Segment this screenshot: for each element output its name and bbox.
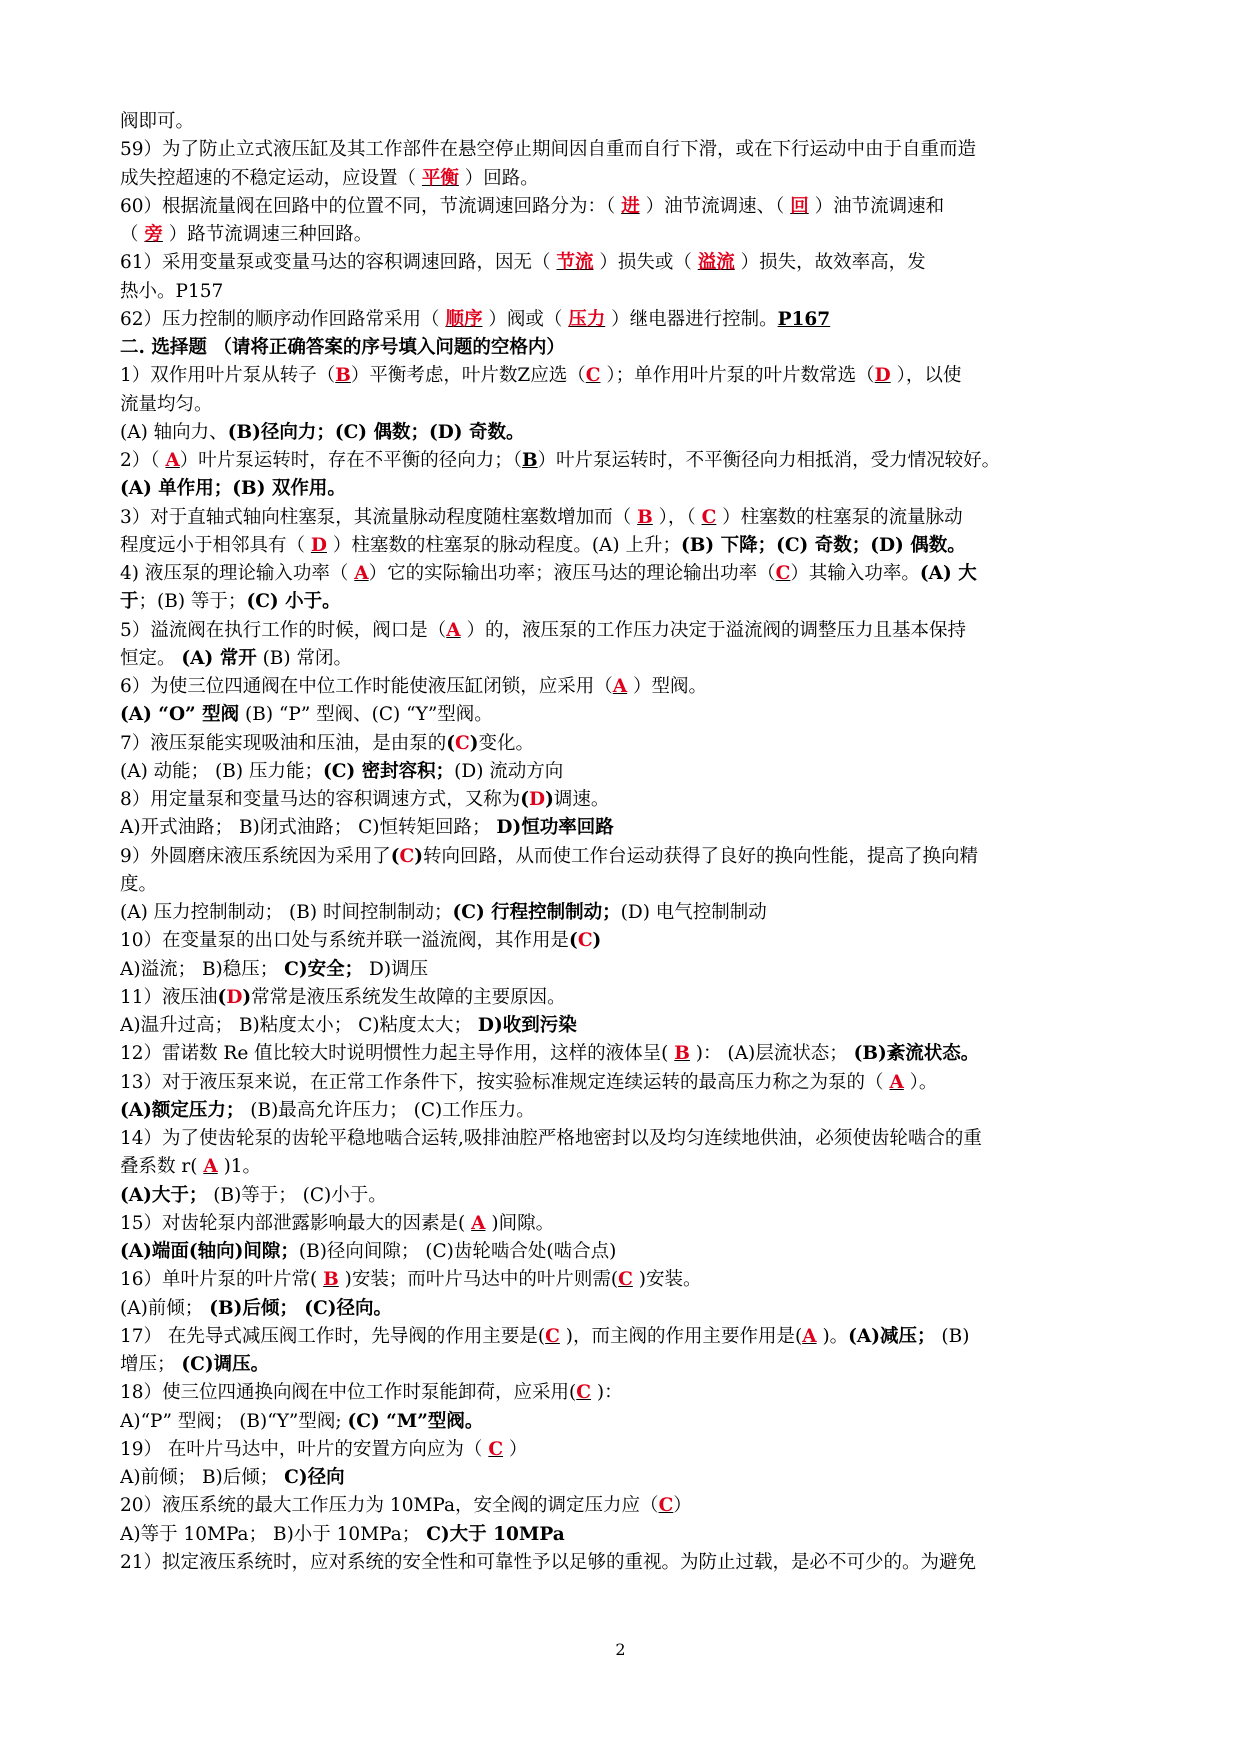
text-segment: 3）对于直轴式轴向柱塞泵，其流量脉动程度随柱塞数增加而（ [120,506,638,528]
text-segment: ）的，液压泵的工作压力决定于溢流阀的调整压力且基本保持 [460,619,967,641]
answer-mark: C [658,1495,674,1517]
text-segment: ）油节流调速和 [808,195,945,217]
text-segment: D)调压 [363,958,429,980]
text-segment: 调速。 [553,789,610,810]
bold-text: 于 [120,591,139,613]
text-line [120,1295,1130,1323]
text-line [120,193,1130,221]
page-number: 2 [615,1640,626,1659]
text-segment: 程度远小于相邻具有（ [120,534,311,556]
text-segment: ；(B) 等于； [138,591,247,613]
text-segment: ） [503,1438,528,1460]
text-line [120,1408,1130,1436]
text-line [120,136,1130,164]
text-segment: ）叶片泵运转时，不平衡径向力相抵消，受力情况较好。 [537,450,1001,471]
bold-text: ( [217,986,227,1008]
text-segment: 4) 液压泵的理论输入功率（ [120,563,355,584]
text-segment: ）损失，故效率高，发 [734,252,926,274]
text-segment: (D) 电气控制制动 [620,902,767,923]
text-line [120,1266,1130,1294]
answer-mark: A [446,619,461,641]
answer-mark: C [701,506,717,528]
text-segment: 21）拟定液压系统时，应对系统的安全性和可靠性予以足够的重视。为防止过载，是必不可少的。为避免 [120,1551,977,1573]
bold-text: (A)大于； [120,1184,208,1206]
bold-text: D)恒功率回路 [496,817,614,839]
bold-text: ( [390,845,400,867]
answer-mark: C [585,365,601,387]
answer-mark: A [354,563,369,584]
answer-mark: C [576,1382,591,1404]
text-segment: )安装；而叶片马达中的叶片则需( [338,1269,619,1291]
bold-text: ( [520,789,530,810]
text-segment: ）平衡考虑，叶片数Z应选（ [350,365,586,387]
text-segment: （ [120,224,145,245]
text-line [120,1549,1130,1577]
text-line [120,306,1130,334]
bold-text: (C)调压。 [181,1354,270,1375]
text-segment: 阀即可。 [120,111,195,132]
text-line [120,814,1130,842]
bold-text: (C) 小于。 [246,591,341,613]
bold-text: (C) 行程控制制动； [452,902,621,923]
text-segment: )间隙。 [485,1212,555,1234]
answer-mark: C [577,930,593,952]
text-line [120,1521,1130,1549]
text-line [120,984,1130,1012]
text-segment: 17） 在先导式减压阀工作时，先导阀的作用主要是( [120,1325,546,1347]
text-segment: (A)前倾； [120,1297,210,1319]
text-segment: 13）对于液压泵来说，在正常工作条件下，按实验标准规定连续运转的最高压力称之为泵的（ [120,1071,890,1093]
text-line [120,1069,1130,1097]
text-line [120,786,1130,814]
text-segment: 61）采用变量泵或变量马达的容积调速回路，因无（ [120,252,557,274]
text-segment: 59）为了防止立式液压缸及其工作部件在悬空停止期间因自重而自行下滑，或在下行运动中由于自重而造 [120,139,977,161]
bold-text: (A)端面(轴向)间隙； [120,1241,299,1262]
text-line [120,617,1130,645]
answer-mark: A [203,1156,218,1178]
text-segment: 常常是液压系统发生故障的主要原因。 [251,986,566,1008]
text-segment: 11）液压油 [120,986,218,1008]
text-segment: )1。 [217,1156,262,1178]
text-segment: ）阀或（ [482,308,569,330]
text-line [120,391,1130,419]
answer-mark: 溢流 [697,252,735,274]
text-line [120,1323,1130,1351]
text-line [120,1012,1130,1040]
bold-text: (B)后倾； (C)径向。 [209,1297,393,1319]
answer-mark: C [488,1438,504,1460]
text-segment: 转向回路，从而使工作台运动获得了良好的换向性能，提高了换向精 [423,845,979,867]
text-line [120,1464,1130,1492]
text-line [120,532,1130,560]
text-segment: (A) 动能； (B) 压力能； [120,760,323,782]
text-segment: 9）外圆磨床液压系统因为采用了 [120,845,391,867]
text-line [120,1040,1130,1068]
text-segment: 7）液压泵能实现吸油和压油，是由泵的 [120,732,447,754]
text-segment: ）它的实际输出功率；液压马达的理论输出功率（ [368,563,776,584]
answer-mark: B [323,1269,339,1291]
text-line [120,475,1130,503]
bold-text: C)安全； [284,958,364,980]
text-line [120,334,1130,362]
answer-mark: C [455,732,470,754]
text-segment: )： (A)层流状态； [689,1043,854,1065]
bold-text: (C) 密封容积； [322,760,455,782]
bold-text: (A)额定压力； [120,1099,245,1121]
bold-text: D)收到污染 [477,1015,577,1036]
text-segment: )： [591,1382,623,1404]
text-segment: ），（ [652,506,702,528]
bold-text: (A) 常开 [181,647,257,669]
answer-mark: A [802,1325,817,1347]
text-line [120,673,1130,701]
text-segment: ）；单作用叶片泵的叶片数常选（ [600,365,875,387]
text-segment: A)前倾； B)后倾； [120,1467,285,1488]
bold-text: ) [242,986,252,1008]
text-line [120,447,1130,475]
bold-text: C)大于 10MPa [426,1523,565,1545]
text-line [120,1238,1130,1266]
bold-text: (A)减压； [848,1325,936,1347]
text-segment: )，而主阀的作用主要作用是( [559,1325,803,1347]
bold-text: ( [446,732,456,754]
bold-text: ) [592,930,602,952]
text-segment: 19） 在叶片马达中，叶片的安置方向应为（ [120,1438,489,1460]
text-segment: 20）液压系统的最大工作压力为 10MPa，安全阀的调定压力应（ [120,1495,659,1517]
bold-text: (A) 单作用；(B) 双作用。 [120,478,346,500]
text-line [120,588,1130,616]
text-line [120,1436,1130,1464]
text-line [120,1097,1130,1125]
text-segment: (B) [935,1325,970,1347]
text-line [120,1492,1130,1520]
text-segment: 6）为使三位四通阀在中位工作时能使液压缸闭锁，应采用（ [120,676,613,697]
answer-mark: 顺序 [445,308,483,330]
text-line [120,221,1130,249]
text-segment: A)溢流； B)稳压； [120,958,285,980]
answer-mark: 节流 [556,252,594,274]
text-segment: 成失控超速的不稳定运动，应设置（ [120,167,422,189]
answer-mark: B [674,1043,690,1065]
text-line [120,645,1130,673]
bold-text: (B)紊流状态。 [853,1043,980,1065]
text-line [120,1182,1130,1210]
text-line [120,871,1130,899]
bold-text: ) [469,732,479,754]
text-segment: A)开式油路； B)闭式油路； C)恒转矩回路； [120,817,497,839]
text-segment: ）柱塞数的柱塞泵的流量脉动 [716,506,963,528]
bold-text: 二. 选择题 （请将正确答案的序号填入问题的空格内） [120,337,565,358]
text-line [120,1379,1130,1407]
text-line [120,927,1130,955]
text-segment: ）继电器进行控制。 [605,308,778,330]
answer-mark: 进 [621,195,640,217]
answer-mark: 平衡 [421,167,459,189]
answer-mark: D [874,365,891,387]
text-line [120,730,1130,758]
text-segment: 10）在变量泵的出口处与系统并联一溢流阀，其作用是 [120,930,570,952]
answer-mark: C [775,563,791,584]
text-segment: ）叶片泵运转时，存在不平衡的径向力；（ [179,450,523,471]
text-segment: 15）对齿轮泵内部泄露影响最大的因素是( [120,1212,472,1234]
text-line [120,1351,1130,1379]
text-segment: A)温升过高； B)粘度太小； C)粘度太大； [120,1015,478,1036]
text-segment: ）油节流调速、（ [639,195,791,217]
text-segment: A)“P” 型阀； (B)“Y”型阀; [120,1410,348,1432]
text-segment: 度。 [120,873,158,895]
text-line [120,899,1130,927]
text-segment: ） [673,1495,692,1517]
text-segment: A)等于 10MPa； B)小于 10MPa； [120,1523,427,1545]
text-line [120,1125,1130,1153]
bold-text: ( [569,930,578,952]
text-segment: ）柱塞数的柱塞泵的脉动程度。(A) 上升； [326,534,681,556]
text-segment: 5）溢流阀在执行工作的时候，阀口是（ [120,619,447,641]
text-segment: 恒定。 [120,647,182,669]
text-line [120,419,1130,447]
answer-mark: A [612,676,628,697]
answer-mark: A [471,1212,486,1234]
answer-mark: B [335,365,351,387]
text-segment: 流量均匀。 [120,393,213,415]
bold-text: (B)径向力；(C) 偶数；(D) 奇数。 [227,421,525,443]
text-segment: ）回路。 [458,167,539,189]
text-line [120,504,1130,532]
text-line [120,843,1130,871]
answer-mark: B [637,506,653,528]
text-segment: ）。 [903,1071,938,1093]
text-line [120,249,1130,277]
bold-text: B [522,450,538,471]
text-line [120,956,1130,984]
text-segment: ）型阀。 [627,676,708,697]
answer-mark: D [529,789,546,810]
text-segment: 变化。 [478,732,535,754]
text-line [120,560,1130,588]
document-body [120,108,1130,1577]
text-segment: 16）单叶片泵的叶片常( [120,1269,324,1291]
bold-text: (C) “M”型阀。 [347,1410,484,1432]
text-segment: (B)最高允许压力； (C)工作压力。 [244,1099,535,1121]
text-line [120,701,1130,729]
text-segment: 18）使三位四通换向阀在中位工作时泵能卸荷，应采用( [120,1382,577,1404]
text-segment: 增压； [120,1354,182,1375]
answer-mark: 压力 [568,308,606,330]
text-segment: 2）（ [120,450,166,471]
bold-text: (B) 下降；(C) 奇数；(D) 偶数。 [681,534,966,556]
text-segment: 热小。P157 [120,280,224,302]
text-line [120,165,1130,193]
answer-mark: A [889,1071,904,1093]
answer-mark: A [165,450,180,471]
bold-text: P167 [777,308,831,330]
bold-text: ) [545,789,554,810]
text-segment: 62）压力控制的顺序动作回路常采用（ [120,308,446,330]
text-segment: )。 [816,1325,849,1347]
answer-mark: 回 [790,195,809,217]
text-segment: (A) 压力控制制动； (B) 时间控制制动； [120,902,453,923]
text-segment: 8）用定量泵和变量马达的容积调速方式，又称为 [120,789,521,810]
bold-text: C)径向 [284,1467,345,1488]
text-segment: 60）根据流量阀在回路中的位置不同，节流调速回路分为：（ [120,195,622,217]
text-segment: (D) 流动方向 [454,760,564,782]
text-segment: (B) “P” 型阀、(C) “Y”型阀。 [239,704,493,726]
answer-mark: D [226,986,243,1008]
text-line [120,108,1130,136]
text-segment: ）损失或（ [593,252,698,274]
text-segment: ）其输入功率。 [790,563,920,584]
text-line [120,362,1130,390]
text-segment: (A) 轴向力、 [120,421,228,443]
text-line [120,1153,1130,1181]
text-segment: (B)径向间隙； (C)齿轮啮合处(啮合点) [298,1241,617,1262]
text-segment: (B) 常闭。 [256,647,352,669]
text-segment: 14）为了使齿轮泵的齿轮平稳地啮合运转,吸排油腔严格地密封以及均匀连续地供油，必须使齿轮啮合的重 [120,1128,982,1149]
answer-mark: 旁 [144,224,163,245]
answer-mark: C [618,1269,633,1291]
answer-mark: C [399,845,415,867]
text-line [120,1210,1130,1238]
text-segment: 叠系数 r( [120,1156,204,1178]
text-segment: ）路节流调速三种回路。 [162,224,373,245]
bold-text: ) [414,845,424,867]
text-segment: 12）雷诺数 Re 值比较大时说明惯性力起主导作用，这样的液体呈( [120,1043,675,1065]
bold-text: (A) 大 [919,563,977,584]
answer-mark: D [310,534,327,556]
answer-mark: C [545,1325,560,1347]
text-segment: 1）双作用叶片泵从转子（ [120,365,336,387]
text-line [120,278,1130,306]
text-segment: ），以使 [890,365,962,387]
bold-text: (A) “O” 型阀 [120,704,240,726]
text-segment: (B)等于； (C)小于。 [207,1184,387,1206]
text-line [120,758,1130,786]
text-segment: )安装。 [632,1269,702,1291]
